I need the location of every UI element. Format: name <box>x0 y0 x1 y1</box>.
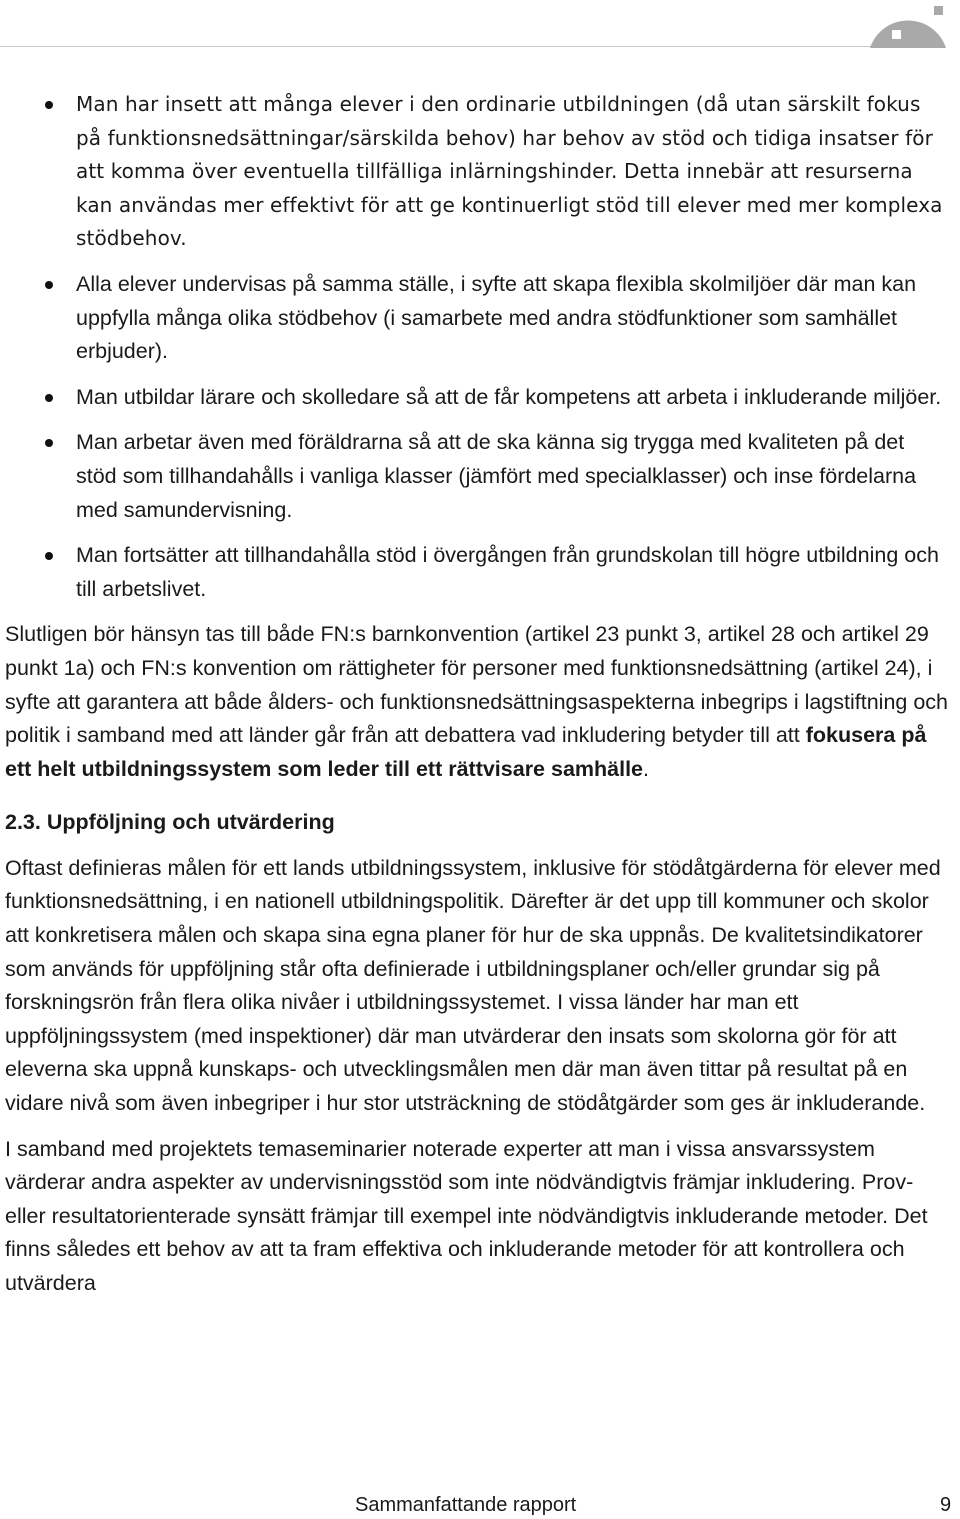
list-item <box>5 381 950 415</box>
page-body <box>5 88 950 1313</box>
publisher-logo-icon <box>866 2 950 50</box>
bullet-text: Man fortsätter att tillhandahålla stöd i övergången från grundskolan till högre utbildning och till arbetslivet. <box>76 543 939 601</box>
bullet-icon <box>45 552 53 560</box>
bullet-icon <box>45 439 53 447</box>
section-heading <box>5 806 950 840</box>
list-item <box>5 539 950 606</box>
list-item <box>5 88 950 256</box>
footer-title: Sammanfattande rapport <box>355 1494 577 1516</box>
paragraph: I samband med projektets temaseminarier noterade experter att man i vissa ansvarssystem värderar andra aspekter av undervisningsstöd som inte nödvändigtvis främjar inkludering. Prov- eller resultatorienterade synsätt främjar till exempel inte nödvändigtvis inkluderande metoder. Det finns således ett behov av att ta fram effektiva och inkluderande metoder för att kontrollera och utvärdera <box>5 1136 928 1295</box>
section-number: 2.3. <box>5 810 41 835</box>
bullet-text: Alla elever undervisas på samma ställe, i syfte att skapa flexibla skolmiljöer där man kan uppfylla många olika stödbehov (i samarbete med andra stödfunktioner som samhället erbjuder). <box>76 271 917 364</box>
paragraph: Oftast definieras målen för ett lands utbildningssystem, inklusive för stödåtgärderna för elever med funktionsnedsättning, i en nationell utbildningspolitik. Därefter är det upp till kommuner och skolor att konkretisera målen och skapa sina egna planer för hur de ska uppnås. De kvalitetsindikatorer som används för uppföljning står ofta definierade i utbildningsplaner och/eller grundar sig på forskningsrön från flera olika nivåer i utbildningssystemet. I vissa länder har man ett uppföljningssystem (med inspektioner) där man utvärderar den insats som skolorna gör för att eleverna ska uppnå kunskaps- och utvecklingsmålen men där man även tittar på resultat på en vidare nivå som även inbegriper i hur stor utsträckning de stödåtgärder som ges är inkluderande. <box>5 855 941 1116</box>
bullet-text: Man har insett att många elever i den ordinarie utbildningen (då utan särskilt fokus på funktionsnedsättningar/särskilda behov) har behov av stöd och tidiga insatser för att komma över eventuella tillfälliga inlärningshinder. Detta innebär att resurserna kan användas mer effektivt för att ge kontinuerligt stöd till elever med mer komplexa stödbehov. <box>76 92 943 251</box>
section-title: Uppföljning och utvärdering <box>46 810 335 835</box>
bullet-icon <box>45 281 53 289</box>
bullet-icon <box>45 101 53 109</box>
paragraph-end: . <box>643 756 650 781</box>
bullet-text: Man utbildar lärare och skolledare så att de får kompetens att arbeta i inkluderande miljöer. <box>76 384 942 409</box>
list-item <box>5 268 950 369</box>
header-rule <box>0 46 880 47</box>
list-item <box>5 426 950 527</box>
page-number: 9 <box>940 1494 952 1516</box>
closing-paragraph <box>5 618 950 786</box>
paragraph-text: Slutligen bör hänsyn tas till både FN:s barnkonvention (artikel 23 punkt 3, artikel 28 och artikel 29 punkt 1a) och FN:s konvention om rättigheter för personer med funktionsnedsättning (artikel 24), i syfte att garantera att både ålders- och funktionsnedsättningsaspekterna inbegrips i lagstiftning och politik i samband med att länder går från att debattera vad inkludering betyder till att <box>5 622 948 748</box>
bullet-icon <box>45 394 53 402</box>
bullet-list <box>5 88 950 606</box>
bullet-text: Man arbetar även med föräldrarna så att de ska känna sig trygga med kvaliteten på det stöd som tillhandahålls i vanliga klasser (jämfört med specialklasser) och inse fördelarna med samundervisning. <box>76 430 917 522</box>
emphasis-text: fokusera på ett helt utbildningssystem som leder till ett rättvisare samhälle <box>5 723 927 781</box>
